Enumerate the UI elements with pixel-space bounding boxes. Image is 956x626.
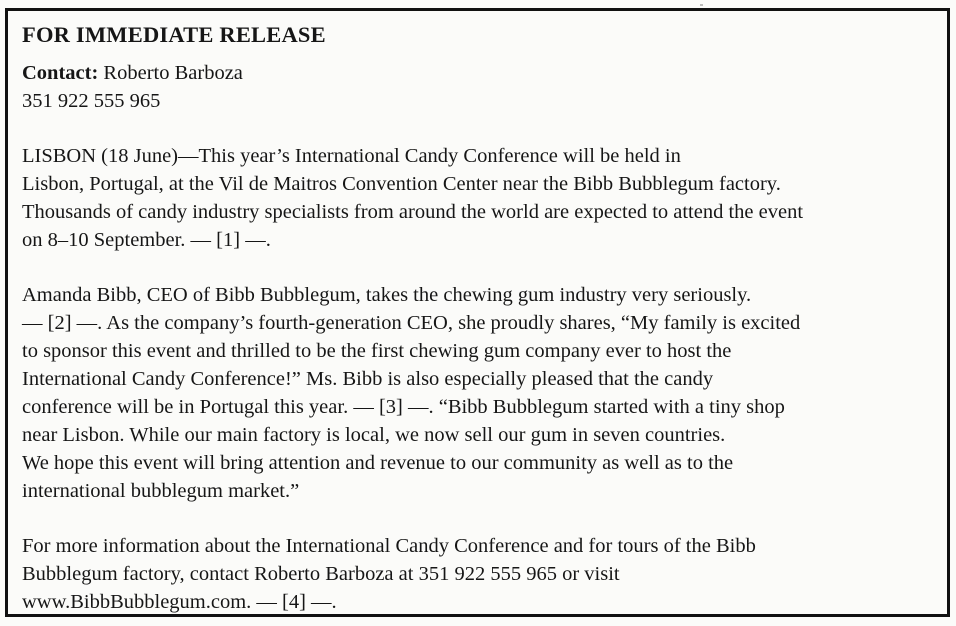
text-line: near Lisbon. While our main factory is local, we now sell our gum in seven countries. — [22, 424, 726, 446]
text-line: International Candy Conference!” Ms. Bibb is also especially pleased that the candy — [22, 368, 714, 390]
text-line: We hope this event will bring attention and revenue to our community as well as to the — [22, 452, 734, 474]
paragraph-3 — [22, 532, 933, 616]
contact-phone: 351 922 555 965 — [22, 90, 161, 112]
text-line-insertion-marker-3: conference will be in Portugal this year. — [3] —. “Bibb Bubblegum started with a tiny shop — [22, 396, 785, 418]
text-line: For more information about the International Candy Conference and for tours of the Bibb — [22, 535, 756, 557]
text-line-insertion-marker-4: www.BibbBubblegum.com. — [4] —. — [22, 591, 337, 613]
press-release-border-box — [5, 8, 950, 617]
text-line-insertion-marker-2: — [2] —. As the company’s fourth-generation CEO, she proudly shares, “My family is excited — [22, 312, 801, 334]
text-line: Thousands of candy industry specialists from around the world are expected to attend the event — [22, 201, 804, 223]
contact-line — [22, 59, 933, 87]
text-line: Lisbon, Portugal, at the Vil de Maitros Convention Center near the Bibb Bubblegum factory. — [22, 173, 781, 195]
paragraph-1 — [22, 142, 933, 254]
text-line: to sponsor this event and thrilled to be the first chewing gum company ever to host the — [22, 340, 732, 362]
text-line-insertion-marker-1: on 8–10 September. — [1] —. — [22, 229, 271, 251]
release-header: FOR IMMEDIATE RELEASE — [22, 22, 326, 47]
text-line: Bubblegum factory, contact Roberto Barboza at 351 922 555 965 or visit — [22, 563, 620, 585]
contact-name: Roberto Barboza — [103, 62, 243, 84]
press-release-document — [8, 11, 947, 616]
contact-label: Contact: — [22, 62, 99, 84]
text-line: Amanda Bibb, CEO of Bibb Bubblegum, takes the chewing gum industry very seriously. — [22, 284, 752, 306]
paragraph-2 — [22, 281, 933, 505]
text-line: LISBON (18 June)—This year’s International Candy Conference will be held in — [22, 145, 681, 167]
scan-artifact — [700, 4, 703, 6]
text-line: international bubblegum market.” — [22, 480, 300, 502]
